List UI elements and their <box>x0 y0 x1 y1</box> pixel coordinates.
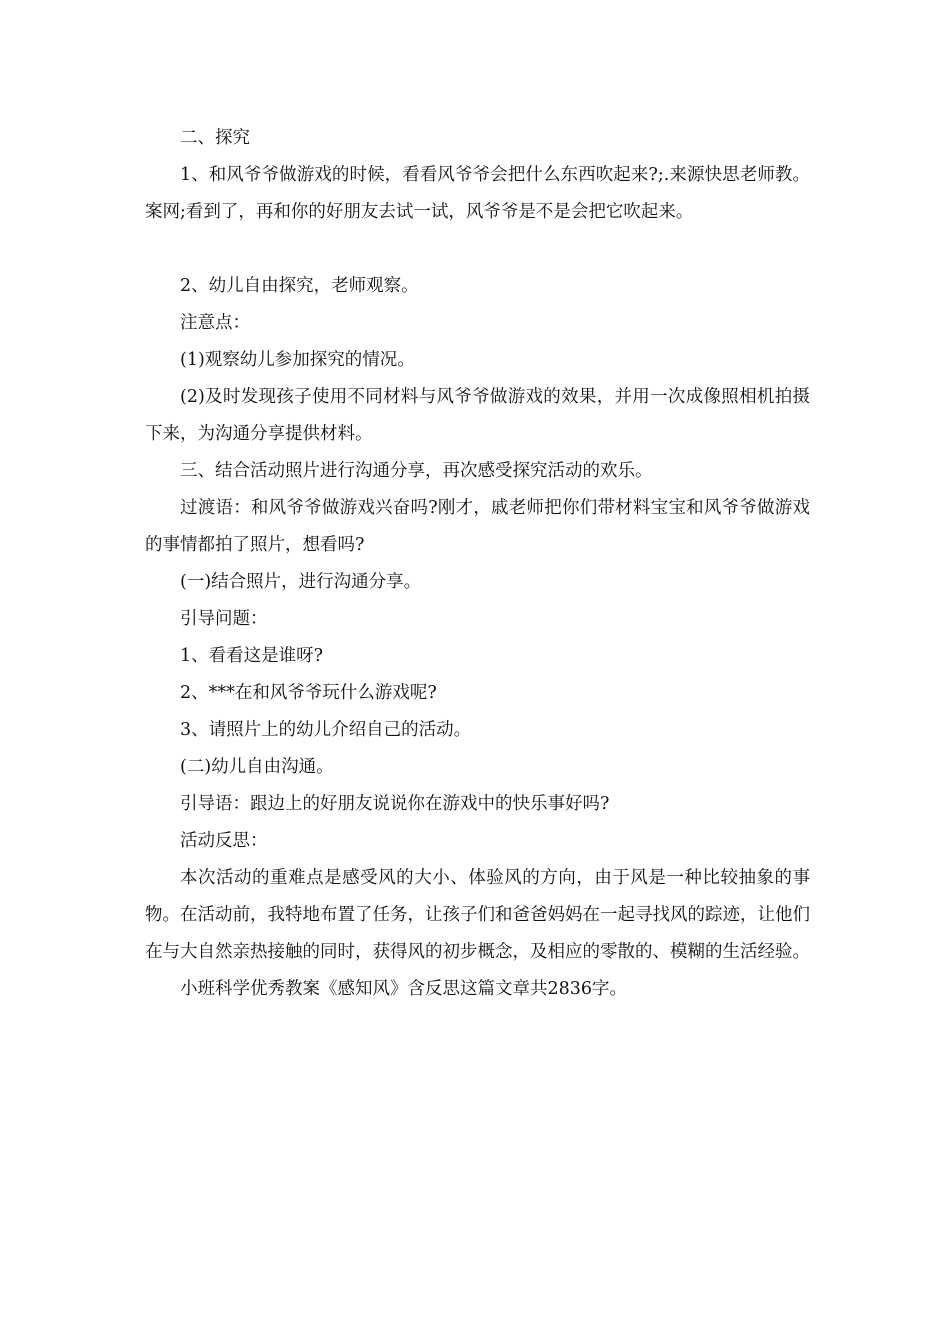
paragraph-free-communication: (二)幼儿自由沟通。 <box>180 757 334 777</box>
paragraph-step-1: 1、和风爷爷做游戏的时候，看看风爷爷会把什么东西吹起来?;.来源快思老师教。案网;看到了，再和你的好朋友去试一试，风爷爷是不是会把它吹起来。 <box>145 165 810 222</box>
paragraph-transition: 过渡语：和风爷爷做游戏兴奋吗?刚才，戚老师把你们带材料宝宝和风爷爷做游戏的事情都拍了照片，想看吗? <box>145 498 810 555</box>
paragraph-question-2: 2、***在和风爷爷玩什么游戏呢? <box>180 683 437 703</box>
paragraph-guiding-questions-label: 引导问题： <box>180 609 268 629</box>
document-body <box>145 120 810 1008</box>
paragraph-note-1: (1)观察幼儿参加探究的情况。 <box>180 350 415 370</box>
paragraph-notes-label: 注意点： <box>180 313 250 333</box>
paragraph-reflection-label: 活动反思： <box>180 831 268 851</box>
paragraph-question-3: 3、请照片上的幼儿介绍自己的活动。 <box>180 720 472 740</box>
paragraph-step-2: 2、幼儿自由探究，老师观察。 <box>180 276 419 296</box>
paragraph-reflection-body: 本次活动的重难点是感受风的大小、体验风的方向，由于风是一种比较抽象的事物。在活动前，我特地布置了任务，让孩子们和爸爸妈妈在一起寻找风的踪迹，让他们在与大自然亲热接触的同时，获得风的初步概念，及相应的零散的、模糊的生活经验。 <box>145 868 810 962</box>
paragraph-question-1: 1、看看这是谁呀? <box>180 646 324 666</box>
paragraph-share-with-photos: (一)结合照片，进行沟通分享。 <box>180 572 422 592</box>
paragraph-guiding-words: 引导语：跟边上的好朋友说说你在游戏中的快乐事好吗? <box>180 794 610 814</box>
section-heading-explore: 二、探究 <box>180 128 250 148</box>
paragraph-note-2: (2)及时发现孩子使用不同材料与风爷爷做游戏的效果，并用一次成像照相机拍摄下来，为沟通分享提供材料。 <box>145 387 810 444</box>
paragraph-word-count: 小班科学优秀教案《感知风》含反思这篇文章共2836字。 <box>180 979 628 999</box>
section-heading-share: 三、结合活动照片进行沟通分享，再次感受探究活动的欢乐。 <box>180 461 653 481</box>
